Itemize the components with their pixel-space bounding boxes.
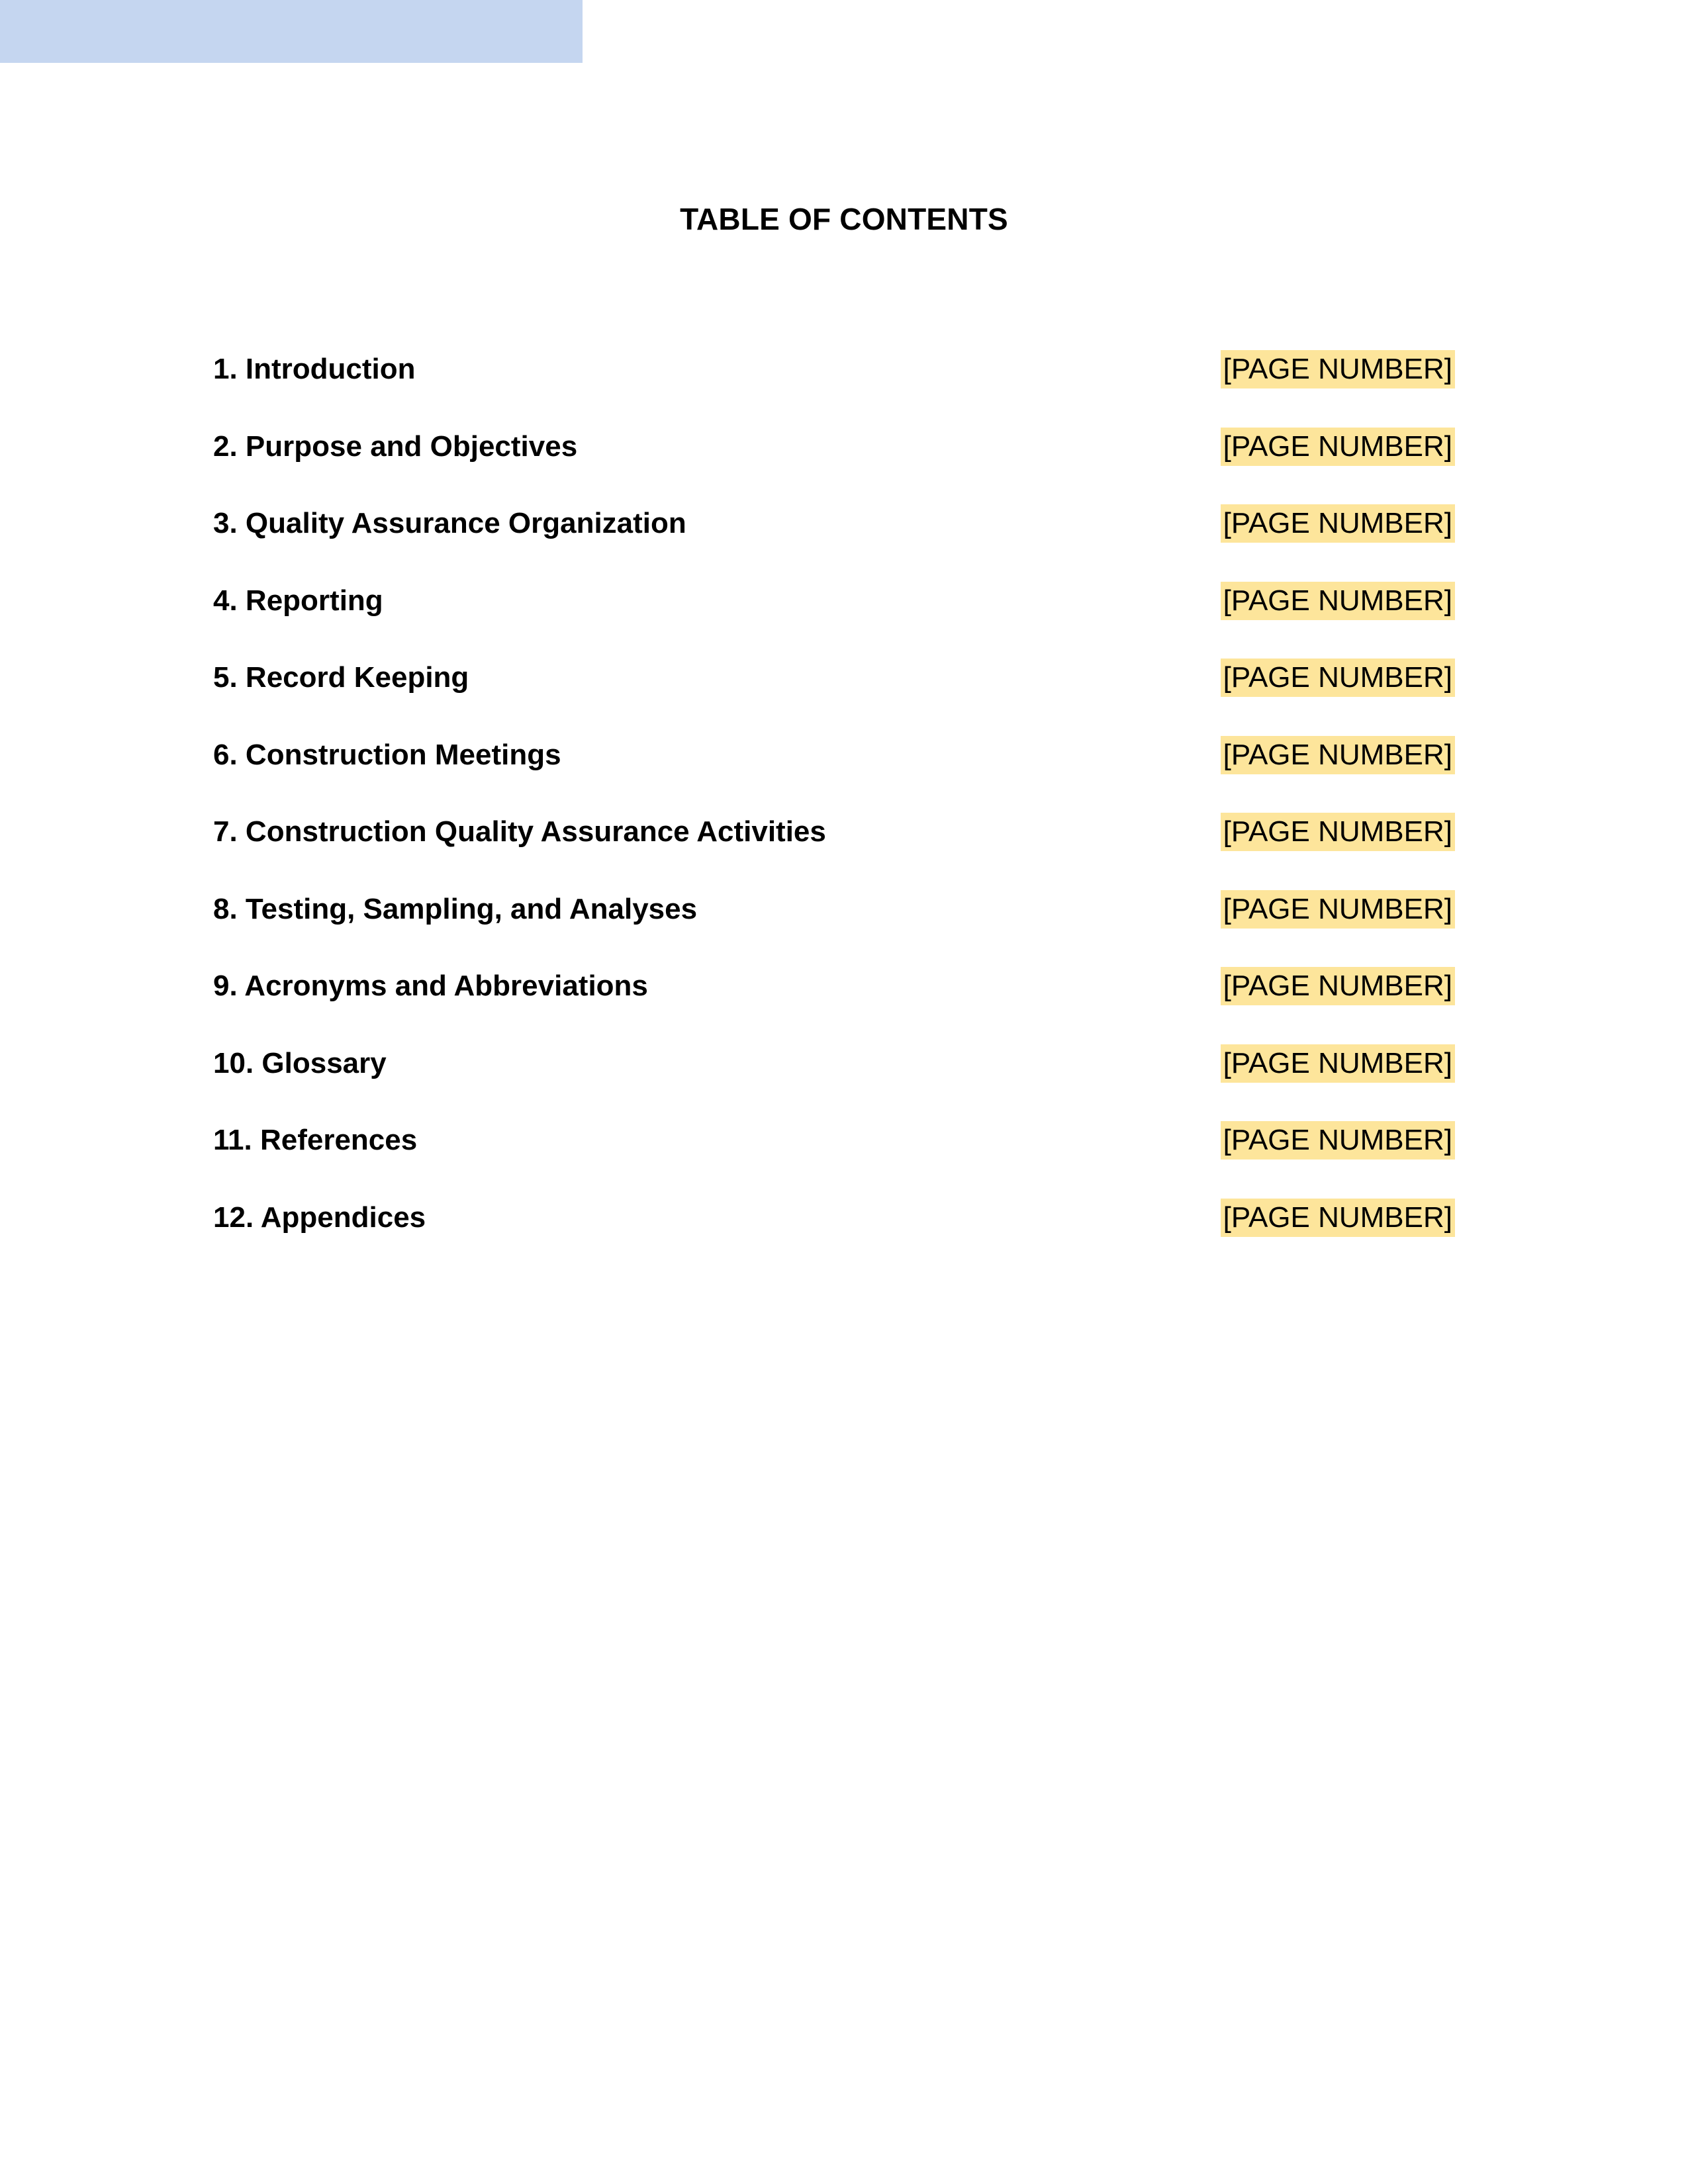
toc-page-number: [PAGE NUMBER] [1221,813,1455,851]
toc-page-number: [PAGE NUMBER] [1221,582,1455,620]
toc-entry-label: 11. References [213,1124,418,1156]
toc-page-number: [PAGE NUMBER] [1221,428,1455,466]
toc-entry-label: 7. Construction Quality Assurance Activities [213,815,826,848]
toc-row [213,962,1455,1040]
toc-entry-label: 12. Appendices [213,1201,426,1234]
toc-page-number: [PAGE NUMBER] [1221,1121,1455,1160]
toc-row [213,1116,1455,1194]
toc-page-number: [PAGE NUMBER] [1221,736,1455,774]
toc-entry-label: 3. Quality Assurance Organization [213,507,686,539]
toc-row [213,500,1455,577]
toc-page-number: [PAGE NUMBER] [1221,350,1455,388]
toc-row [213,577,1455,655]
toc-row [213,731,1455,809]
page-title: TABLE OF CONTENTS [680,202,1008,236]
toc-row [213,886,1455,963]
toc-page-number: [PAGE NUMBER] [1221,967,1455,1005]
toc-entry-label: 8. Testing, Sampling, and Analyses [213,892,698,925]
toc-page-number: [PAGE NUMBER] [1221,659,1455,697]
toc-page-number: [PAGE NUMBER] [1221,1199,1455,1237]
toc-list [213,345,1455,1271]
toc-row [213,1194,1455,1271]
toc-entry-label: 6. Construction Meetings [213,738,561,771]
toc-row [213,808,1455,886]
toc-row [213,654,1455,731]
toc-entry-label: 2. Purpose and Objectives [213,430,578,463]
toc-row [213,345,1455,423]
toc-page-number: [PAGE NUMBER] [1221,504,1455,543]
toc-page-number: [PAGE NUMBER] [1221,890,1455,929]
toc-entry-label: 10. Glossary [213,1046,387,1079]
toc-entry-label: 9. Acronyms and Abbreviations [213,970,648,1002]
toc-page-number: [PAGE NUMBER] [1221,1044,1455,1083]
toc-row [213,423,1455,500]
decorative-corner-band [0,0,583,63]
toc-row [213,1040,1455,1117]
toc-entry-label: 4. Reporting [213,584,383,617]
toc-entry-label: 1. Introduction [213,353,416,385]
toc-entry-label: 5. Record Keeping [213,661,469,694]
